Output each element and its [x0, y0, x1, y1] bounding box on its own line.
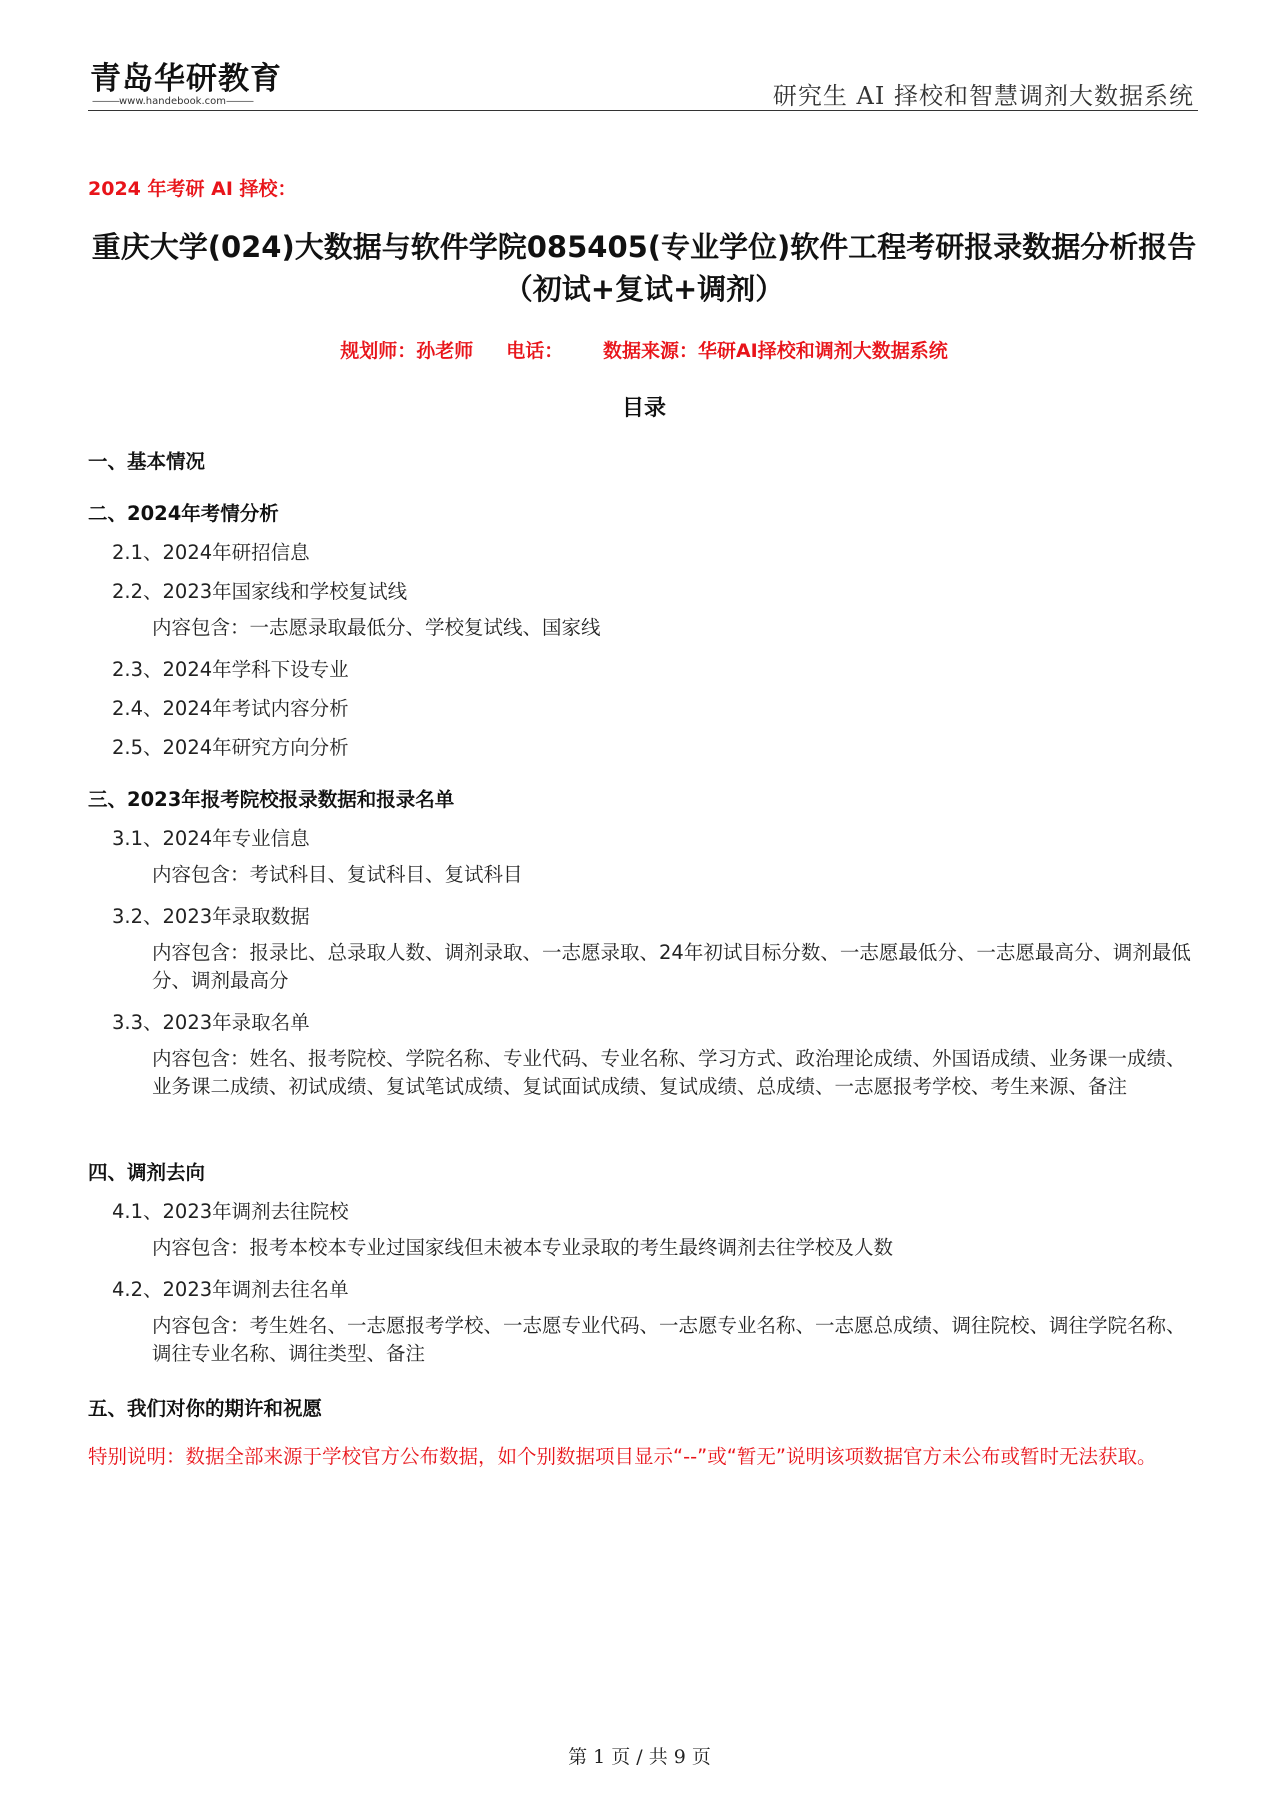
toc-section-3: 三、2023年报考院校报录数据和报录名单: [88, 788, 455, 811]
toc-item-3-2: 3.2、2023年录取数据: [112, 905, 310, 928]
logo: [90, 62, 282, 108]
toc-item-2-5: 2.5、2024年研究方向分析: [112, 736, 349, 759]
toc-section-5: 五、我们对你的期许和祝愿: [88, 1397, 323, 1420]
toc-item-2-3: 2.3、2024年学科下设专业: [112, 658, 349, 681]
toc-item-3-1: 3.1、2024年专业信息: [112, 827, 310, 850]
toc-item-2-2-content: 内容包含：一志愿录取最低分、学校复试线、国家线: [152, 616, 601, 639]
toc-item-3-3-content: 内容包含：姓名、报考院校、学院名称、专业代码、专业名称、学习方式、政治理论成绩、外国语成绩、业务课一成绩、业务课二成绩、初试成绩、复试笔试成绩、复试面试成绩、复试成绩、总成绩、一志愿报考学校、考生来源、备注: [152, 1047, 1186, 1098]
logo-url: ———www.handebook.com———: [92, 96, 254, 107]
report-title: 重庆大学(024)大数据与软件学院085405(专业学位)软件工程考研报录数据分析报告（初试+复试+调剂）: [91, 230, 1197, 306]
toc-section-2: 二、2024年考情分析: [88, 502, 279, 525]
toc-item-2-1: 2.1、2024年研招信息: [112, 541, 310, 564]
toc-section-1: 一、基本情况: [88, 450, 206, 473]
toc-item-2-4: 2.4、2024年考试内容分析: [112, 697, 349, 720]
toc-item-3-3: 3.3、2023年录取名单: [112, 1011, 310, 1034]
toc-section-4: 四、调剂去向: [88, 1161, 206, 1184]
toc-title: 目录: [621, 396, 666, 421]
toc-item-4-2-content: 内容包含：考生姓名、一志愿报考学校、一志愿专业代码、一志愿专业名称、一志愿总成绩、调往院校、调往学院名称、调往专业名称、调往类型、备注: [152, 1314, 1186, 1365]
toc-item-4-1: 4.1、2023年调剂去往院校: [112, 1200, 349, 1223]
toc-item-3-2-content: 内容包含：报录比、总录取人数、调剂录取、一志愿录取、24年初试目标分数、一志愿最低分、一志愿最高分、调剂最低分、调剂最高分: [152, 941, 1191, 992]
page-header: [88, 60, 1198, 111]
toc-item-2-2: 2.2、2023年国家线和学校复试线: [112, 580, 408, 603]
report-meta: 规划师：孙老师 电话： 数据来源：华研AI择校和调剂大数据系统: [340, 340, 948, 362]
toc-item-4-2: 4.2、2023年调剂去往名单: [112, 1278, 349, 1301]
toc-item-4-1-content: 内容包含：报考本校本专业过国家线但未被本专业录取的考生最终调剂去往学校及人数: [152, 1236, 894, 1259]
report-tag: 2024 年考研 AI 择校：: [88, 178, 297, 200]
system-name: 研究生 AI 择校和智慧调剂大数据系统: [772, 82, 1194, 110]
logo-text: 青岛华研教育: [90, 61, 282, 97]
toc-item-3-1-content: 内容包含：考试科目、复试科目、复试科目: [152, 863, 523, 886]
page-footer: 第 1 页 / 共 9 页: [568, 1746, 711, 1768]
special-note: 特别说明：数据全部来源于学校官方公布数据，如个别数据项目显示“--”或“暂无”说明该项数据官方未公布或暂时无法获取。: [88, 1445, 1157, 1468]
